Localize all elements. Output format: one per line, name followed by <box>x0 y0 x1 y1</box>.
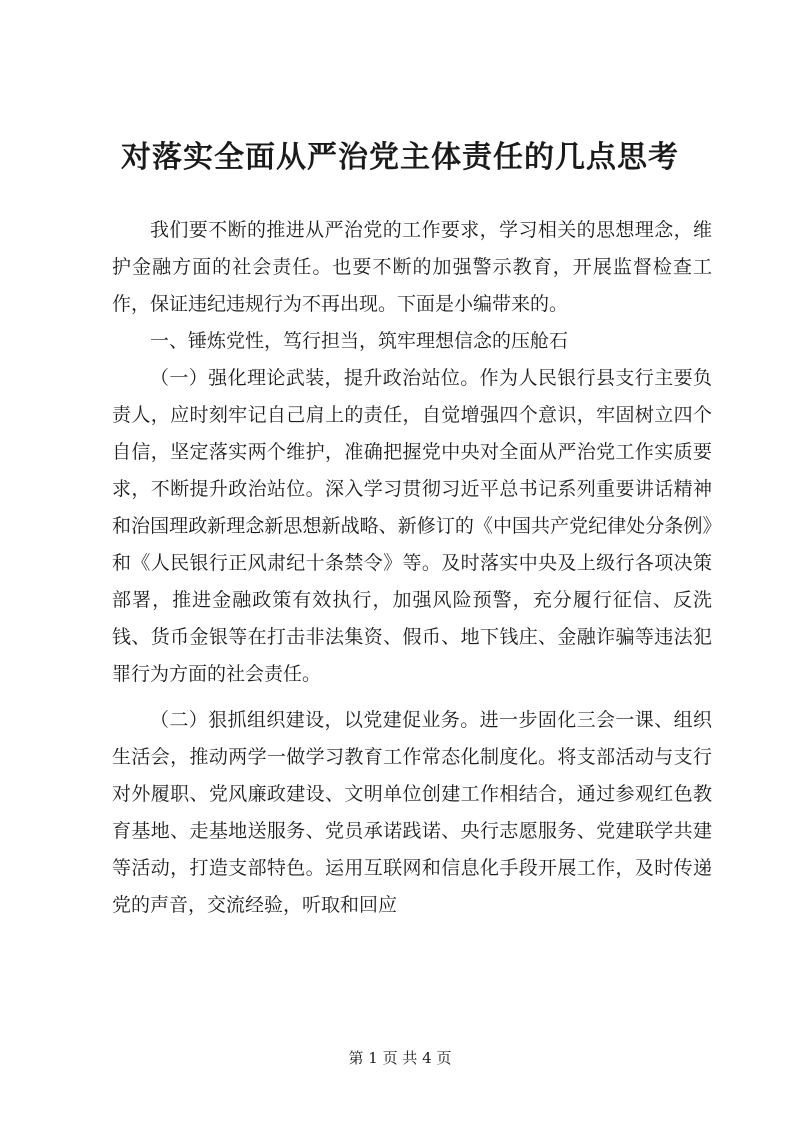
document-title: 对落实全面从严治党主体责任的几点思考 <box>121 140 679 175</box>
section-heading-1: 一、锤炼党性，笃行担当，筑牢理想信念的压舱石 <box>150 330 569 352</box>
document-body <box>112 212 712 924</box>
intro-paragraph: 我们要不断的推进从严治党的工作要求，学习相关的思想理念，维护金融方面的社会责任。也要不断的加强警示教育，开展监督检查工作，保证违纪违规行为不再出现。下面是小编带来的。 <box>112 219 712 315</box>
subsection-paragraph-1: （一）强化理论武装，提升政治站位。作为人民银行县支行主要负责人，应时刻牢记自己肩上的责任，自觉增强四个意识，牢固树立四个自信，坚定落实两个维护，准确把握党中央对全面从严治党工作实质要求，不断提升政治站位。深入学习贯彻习近平总书记系列重要讲话精神和治国理政新理念新思想新战略、新修订的《中国共产党纪律处分条例》和《人民银行正风肃纪十条禁令》等。及时落实中央及上级行各项决策部署，推进金融政策有效执行，加强风险预警，充分履行征信、反洗钱、货币金银等在打击非法集资、假币、地下钱庄、金融诈骗等违法犯罪行为方面的社会责任。 <box>112 367 712 685</box>
page-footer: 第 1 页 共 4 页 <box>348 1049 452 1067</box>
subsection-paragraph-2: （二）狠抓组织建设，以党建促业务。进一步固化三会一课、组织生活会，推动两学一做学习教育工作常态化制度化。将支部活动与支行对外履职、党风廉政建设、文明单位创建工作相结合，通过参观红色教育基地、走基地送服务、党员承诺践诺、央行志愿服务、党建联学共建等活动，打造支部特色。运用互联网和信息化手段开展工作，及时传递党的声音，交流经验，听取和回应 <box>112 709 712 916</box>
